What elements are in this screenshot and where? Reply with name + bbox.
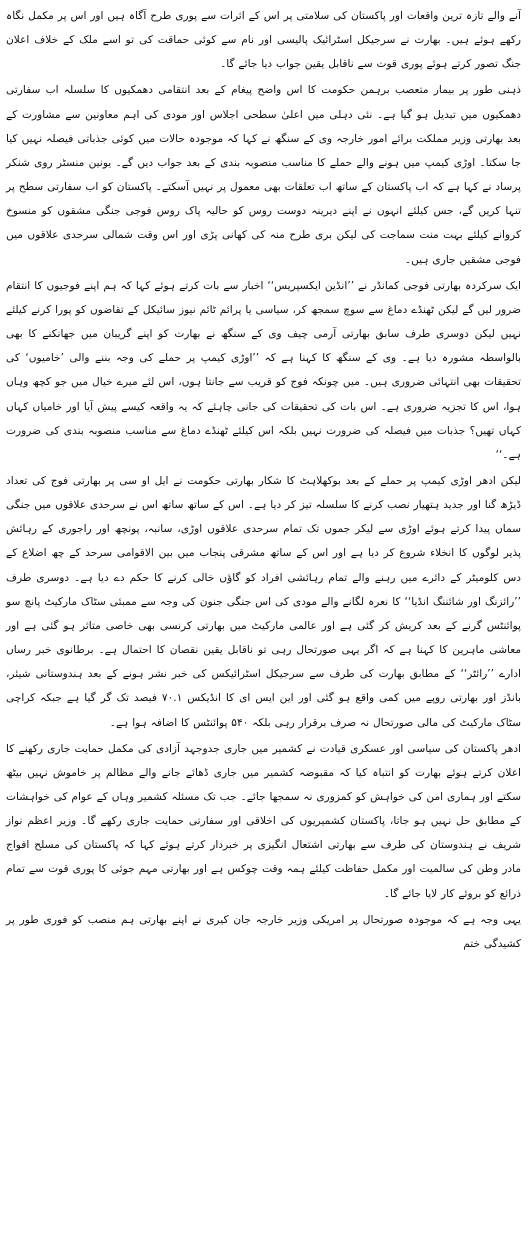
article-paragraph-2: ذہنی طور پر بیمار متعصب برہمن حکومت کا اس واضح پیغام کے بعد انتقامی دھمکیوں کا سلسلہ اب سفارتی دھمکیوں میں تبدیل ہو گیا ہے۔ نئی دہلی میں اعلیٰ سطحی اجلاس اور مودی کی اہم معاونین سے مشاورت کے بعد بھارتی وزیر مملکت برائے امور خارجہ وی کے سنگھ نے کہا کہ موجودہ حالات میں کوئی جذباتی فیصلہ نہیں کیا جا سکتا۔ اوڑی کیمپ میں ہونے والے حملے کا مناسب منصوبہ بندی کے بعد جواب دیں گے۔ یونین منسٹر روی شنکر پرساد نے کہا ہے کہ اب پاکستان کے ساتھ اب تعلقات بھی معمول پر نہیں آسکتے۔ پاکستان کو اب سفارتی سطح پر تنہا کریں گے، جس کیلئے انہوں نے اپنے دیرینہ دوست روس کو حالیہ پاک روس فوجی جنگی مشقوں کو منسوخ کروانے کیلئے بہت منت سماجت کی لیکن بری طرح منہ کی کھانی پڑی اور اس وقت شمالی سرحدی علاقوں میں فوجی مشقیں جاری ہیں۔ [6,84,521,266]
article-paragraph-5: ادھر پاکستان کی سیاسی اور عسکری قیادت نے کشمیر میں جاری جدوجہد آزادی کی مکمل حمایت جاری رکھنے کا اعلان کرتے ہوئے بھارت کو انتباہ کیا کہ مقبوضہ کشمیر میں جاری ڈھائے جانے والے مظالم پر خاموش نہیں بیٹھ سکتے اور ہماری امن کی خواہش کو کمزوری نہ سمجھا جائے۔ جب تک مسئلہ کشمیر وہاں کے عوام کی خواہشات کے مطابق حل نہیں ہو جاتا، پاکستان کشمیریوں کی اخلاقی اور سفارتی حمایت جاری رکھے گا۔ وزیر اعظم نواز شریف نے ہندوستان کی طرف سے بھارتی اشتعال انگیزی پر خبردار کرتے ہوئے کہا کہ پاکستان کی مسلح افواج مادر وطن کی سالمیت اور مکمل حفاظت کیلئے ہمہ وقت چوکس ہے اور بھارتی مہم جوئی کا پوری قوت سے تمام ذرائع کو بروئے کار لایا جائے گا۔ [6,742,521,900]
article-paragraph-1: آنے والے تازہ ترین واقعات اور پاکستان کی سلامتی پر اس کے اثرات سے پوری طرح آگاہ ہیں اور اس پر مکمل نگاہ رکھے ہوئے ہیں۔ بھارت نے سرجیکل اسٹرائیک پالیسی اور نام سے کوئی حماقت کی تو اسے ملک کے خلاف اعلان جنگ تصور کرتے ہوئے پوری قوت سے ناقابل یقین جواب دیا جائے گا۔ [6,10,521,71]
article-paragraph-4: لیکن ادھر اوڑی کیمپ پر حملے کے بعد بوکھلاہٹ کا شکار بھارتی حکومت نے ایل او سی پر بھارتی فوج کی تعداد ڈیڑھ گنا اور جدید ہتھیار نصب کرنے کا سلسلہ تیز کر دیا ہے۔ اس کے ساتھ ساتھ اس نے سرحدی علاقوں میں جنگی سماں پیدا کرتے ہوئے اوڑی سے لیکر جموں تک تمام سرحدی علاقوں اوڑی، سانبہ، پونچھ اور راجوری کے رہائش پذیر لوگوں کا انخلاء شروع کر دیا ہے اور اس کے ساتھ مشرقی پنجاب میں بین الاقوامی سرحد کے چھ اضلاع کے دس کلومیٹر کے دائرے میں رہنے والے تمام رہائشی افراد کو گاؤں خالی کرنے کا حکم دے دیا ہے۔ دوسری طرف ’’رائزنگ اور شائننگ انڈیا‘‘ کا نعرہ لگانے والے مودی کی اس جنگی جنون کی وجہ سے ممبئی سٹاک مارکیٹ پانچ سو پوائنٹس گرنے کے بعد کریش کر گئی ہے اور عالمی مارکیٹ میں بھارتی کرنسی بھی خاصی متاثر ہو گئی ہے اور معاشی ماہرین کا کہنا ہے کہ اگر یہی صورتحال رہی تو ناقابل یقین نقصان کا احتمال ہے۔ برطانوی خبر رساں ادارے ’’رائٹر‘‘ کے مطابق بھارت کی طرف سے سرجیکل اسٹرائیکس کی خبر نشر ہونے کے بعد ہندوستانی شیئر، بانڈز اور بھارتی روپے میں کمی واقع ہو گئی اور این ایس ای کا انڈیکس ۷۰.۱ فیصد تک گر گیا ہے جبکہ کراچی سٹاک مارکیٹ کی مالی صورتحال نہ صرف برقرار رہی بلکہ ۵۴۰ پوائنٹس کا اضافہ ہوا ہے۔ [6,474,521,729]
article-paragraph-3: ایک سرکردہ بھارتی فوجی کمانڈر نے ’’انڈین ایکسپریس‘‘ اخبار سے بات کرتے ہوئے کہا کہ ہم اپنے فوجیوں کا انتقام ضرور لیں گے لیکن ٹھنڈے دماغ سے سوچ سمجھ کر، سیاسی یا پرائم ٹائم نیوز سائیکل کے تقاضوں کو پورا کرنے کیلئے نہیں لیکن دوسری طرف سابق بھارتی آرمی چیف وی کے سنگھ نے بھارت کو اپنے گریبان میں جھانکنے کا بھی بالواسطہ مشورہ دیا ہے۔ وی کے سنگھ کا کہنا ہے کہ ’’اوڑی کیمپ پر حملے کی وجہ بننے والی ’خامیوں‘ کی تحقیقات بھی انتہائی ضروری ہیں۔ میں چونکہ فوج کو قریب سے جانتا ہوں، اس لئے میرے خیال میں جو کچھ وہاں ہوا، اس کا تجزیہ ضروری ہے۔ اس بات کی تحقیقات کی جانی چاہئے کہ یہ واقعہ کیسے پیش آیا اور خامیاں کہاں کہاں تھیں؟ جذبات میں فیصلہ کی ضرورت نہیں بلکہ اس کیلئے ٹھنڈے دماغ سے مناسب منصوبہ بندی کی ضرورت ہے۔‘‘ [6,279,521,461]
article-paragraph-6: یہی وجہ ہے کہ موجودہ صورتحال پر امریکی وزیر خارجہ جان کیری نے اپنے بھارتی ہم منصب کو فوری طور پر کشیدگی ختم [6,913,521,950]
